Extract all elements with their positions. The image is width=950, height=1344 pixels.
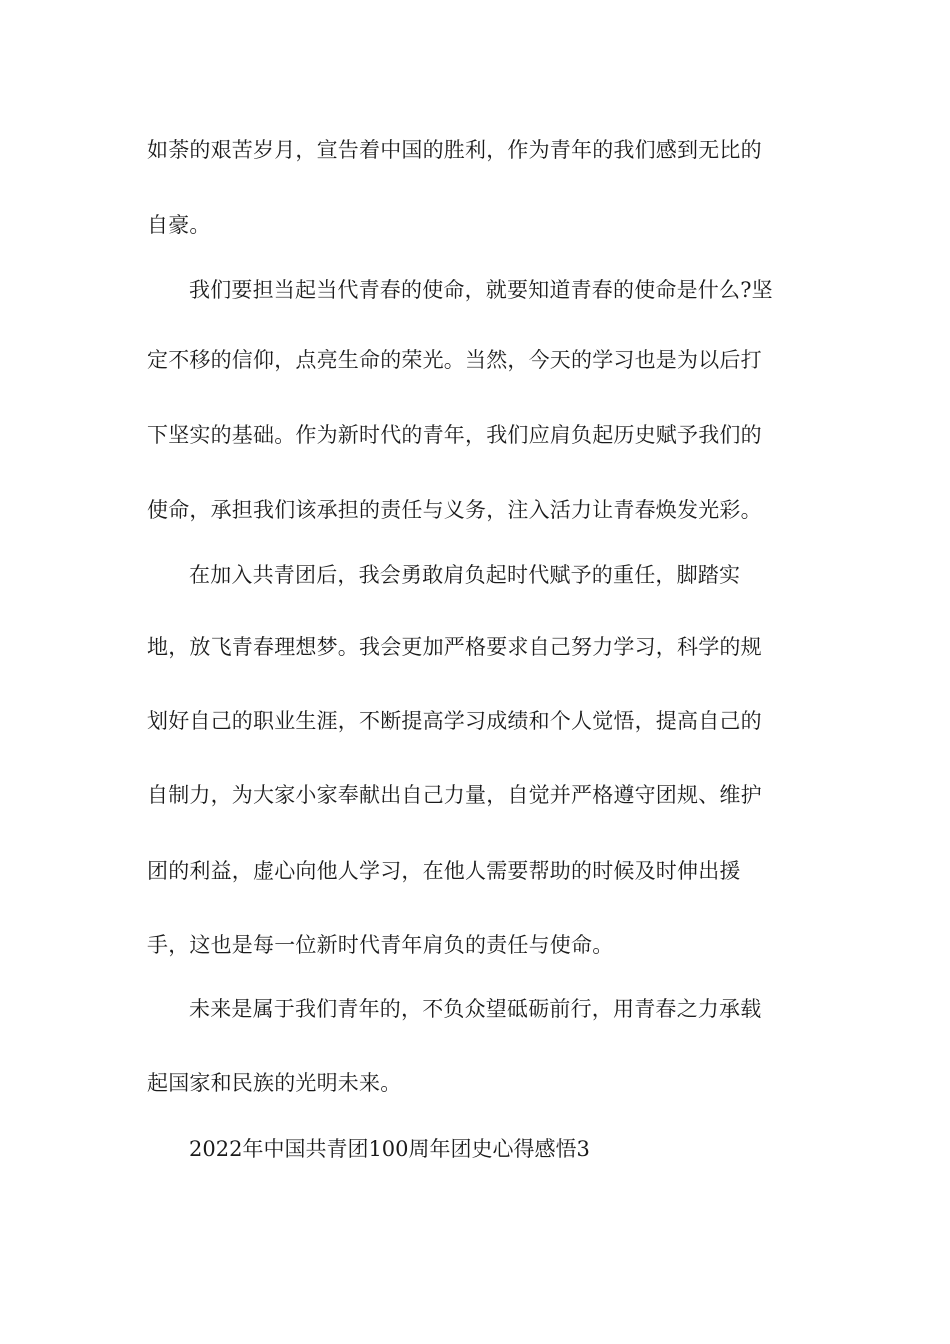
paragraph-line: 使命，承担我们该承担的责任与义务，注入活力让青春焕发光彩。 [147,498,762,522]
paragraph-line: 如荼的艰苦岁月，宣告着中国的胜利，作为青年的我们感到无比的 [147,138,762,162]
paragraph-line: 自豪。 [147,213,211,237]
section-heading: 2022年中国共青团100周年团史心得感悟3 [189,1137,590,1161]
paragraph-line: 下坚实的基础。作为新时代的青年，我们应肩负起历史赋予我们的 [147,423,762,447]
paragraph-line: 团的利益，虚心向他人学习，在他人需要帮助的时候及时伸出援 [147,859,741,883]
paragraph-line: 划好自己的职业生涯，不断提高学习成绩和个人觉悟，提高自己的 [147,709,762,733]
paragraph-line: 我们要担当起当代青春的使命，就要知道青春的使命是什么?坚 [189,278,773,302]
paragraph-line: 自制力，为大家小家奉献出自己力量，自觉并严格遵守团规、维护 [147,783,762,807]
paragraph-line: 在加入共青团后，我会勇敢肩负起时代赋予的重任，脚踏实 [189,563,741,587]
paragraph-line: 定不移的信仰，点亮生命的荣光。当然，今天的学习也是为以后打 [147,348,762,372]
paragraph-line: 未来是属于我们青年的，不负众望砥砺前行，用青春之力承载 [189,997,762,1021]
paragraph-line: 手，这也是每一位新时代青年肩负的责任与使命。 [147,933,614,957]
paragraph-line: 地，放飞青春理想梦。我会更加严格要求自己努力学习，科学的规 [147,635,762,659]
paragraph-line: 起国家和民族的光明未来。 [147,1071,402,1095]
